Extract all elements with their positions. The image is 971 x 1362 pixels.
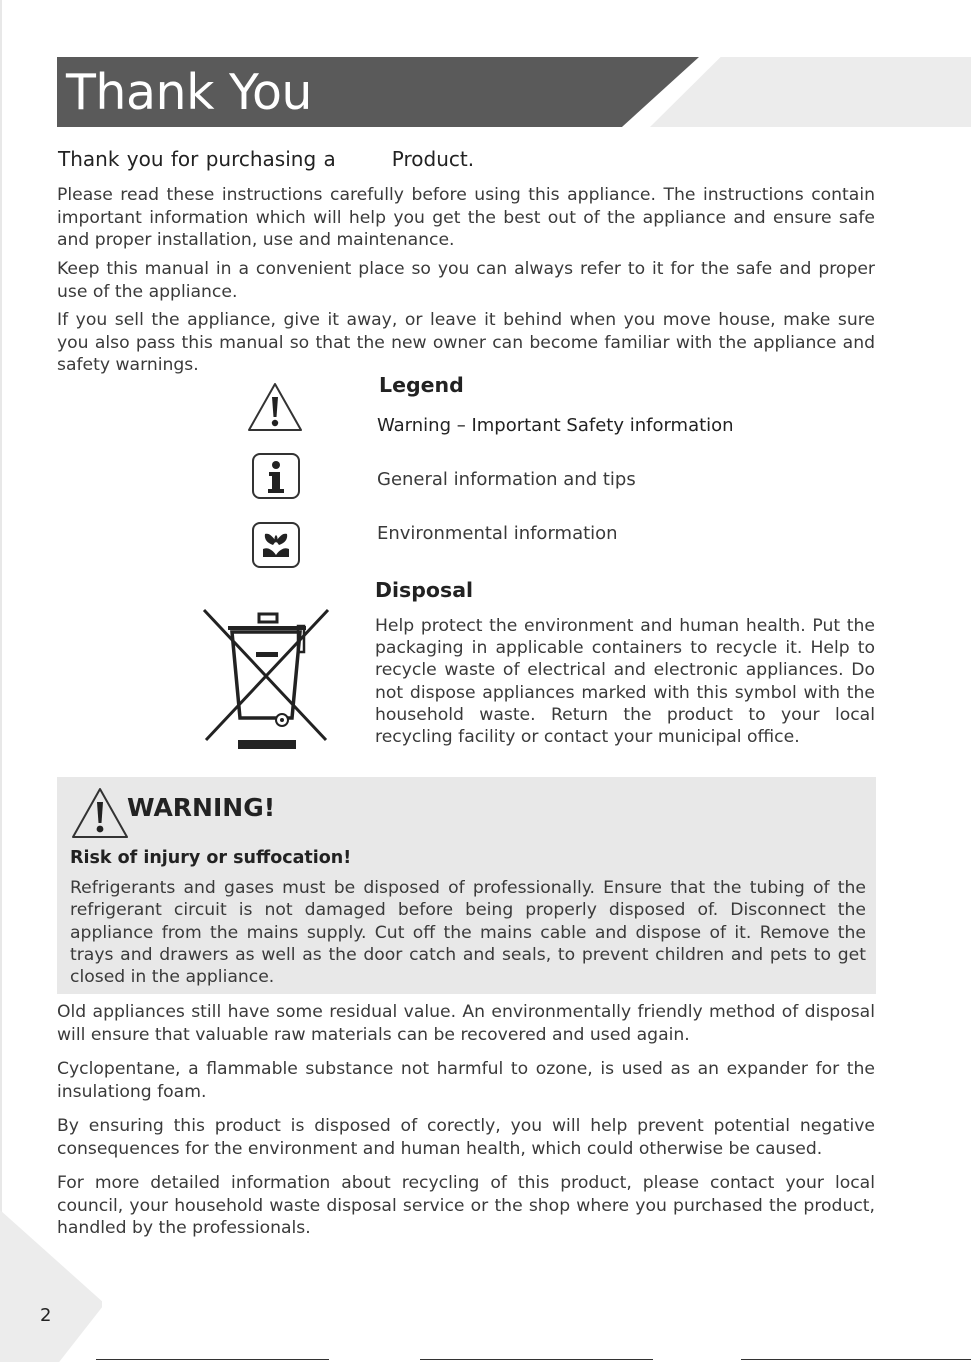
legend-item-info: General information and tips (377, 469, 636, 490)
closing-paragraph-4: For more detailed information about recycling of this product, please contact your local council, your household waste disposal service or the shop where you purchased the product, handled by the professionals. (57, 1173, 875, 1238)
crossed-out-bin-icon (200, 606, 332, 754)
environment-leaf-icon (251, 521, 301, 569)
warning-title: WARNING! (127, 793, 276, 822)
page-edge-rule (0, 0, 2, 1362)
disposal-text: Help protect the environment and human health. Put the packaging in applicable containers to recycle it. Help to recycle waste of electrical and electronic appliances. Do not dispose appliances marked with this symbol with the household waste. Return the product to your local recycling facility or contact your municipal office. (375, 616, 875, 748)
intro-subtitle-start: Thank you for purchasing a (58, 147, 336, 171)
intro-subtitle-end: Product. (391, 147, 475, 171)
intro-subtitle (58, 147, 474, 171)
intro-paragraph-3: If you sell the appliance, give it away, or leave it behind when you move house, make sure you also pass this manual so that the new owner can become familiar with the appliance and safety warnings. (57, 310, 875, 375)
page-number: 2 (40, 1305, 52, 1326)
footer-rule (96, 1359, 329, 1360)
warning-triangle-icon (70, 786, 130, 840)
intro-paragraph-1: Please read these instructions carefully before using this appliance. The instructions contain important information which will help you get the best out of the appliance and ensure safe and proper installation, use and maintenance. (57, 185, 875, 250)
legend-item-warning: Warning – Important Safety information (377, 415, 734, 436)
closing-paragraph-3: By ensuring this product is disposed of corectly, you will help prevent potential negative consequences for the environment and human health, which could otherwise be caused. (57, 1116, 875, 1159)
intro-paragraph-2: Keep this manual in a convenient place so you can always refer to it for the safe and proper use of the appliance. (57, 259, 875, 302)
warning-triangle-icon (246, 381, 304, 433)
header-decoration (650, 57, 971, 127)
footer-rule (741, 1359, 971, 1360)
page-title: Thank You (66, 64, 312, 121)
disposal-title: Disposal (375, 578, 474, 602)
warning-text: Refrigerants and gases must be disposed of professionally. Ensure that the tubing of the refrigerant circuit is not damaged before being properly disposed of. Disconnect the appliance from the mains supply. Cut off the mains cable and dispose of it. Remove the trays and drawers as well as the door catch and seals, to prevent children and pets to get closed in the appliance. (70, 878, 866, 988)
info-icon (251, 452, 301, 500)
legend-title: Legend (379, 373, 464, 397)
warning-subtitle: Risk of injury or suffocation! (70, 848, 352, 868)
footer-rule (420, 1359, 653, 1360)
closing-paragraph-2: Cyclopentane, a flammable substance not harmful to ozone, is used as an expander for the insulationg foam. (57, 1059, 875, 1102)
legend-item-environment: Environmental information (377, 523, 618, 544)
closing-paragraph-1: Old appliances still have some residual value. An environmentally friendly method of disposal will ensure that valuable raw materials can be recovered and used again. (57, 1002, 875, 1045)
